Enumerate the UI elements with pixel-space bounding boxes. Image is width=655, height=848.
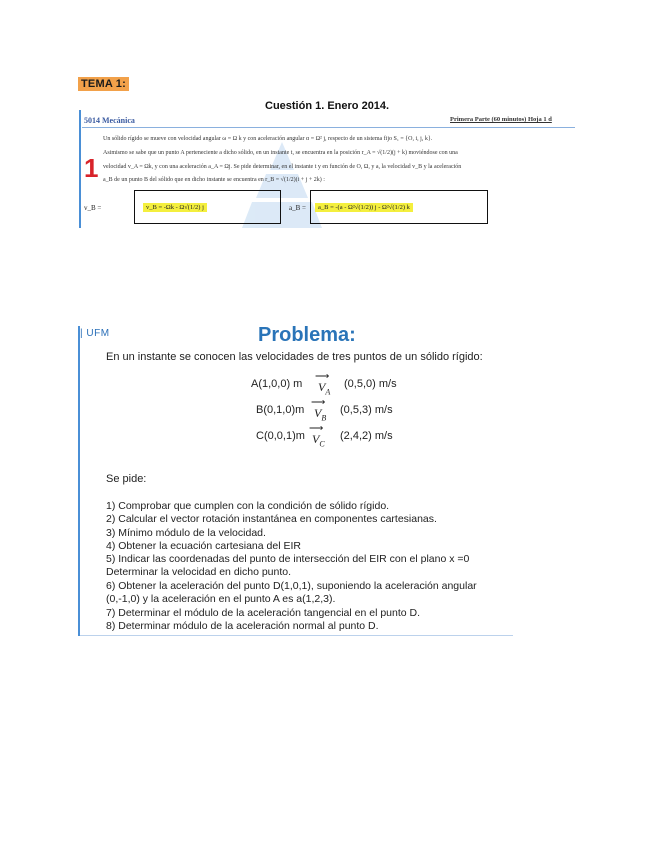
problem-intro: En un instante se conocen las velocidades de tres puntos de un sólido rígido: xyxy=(106,351,483,363)
vector-arrow-icon: ⟶ xyxy=(315,371,330,382)
point-name: B(0,1,0)m xyxy=(256,404,305,416)
footer-divider xyxy=(80,635,513,636)
task-item: 7) Determinar el módulo de la aceleración tangencial en el punto D. xyxy=(106,607,421,619)
sheet-label: Primera Parte (60 minutos) Hoja 1 d xyxy=(450,116,552,123)
point-name: C(0,0,1)m xyxy=(256,430,305,442)
task-item: 5) Indicar las coordenadas del punto de intersección del EIR con el plano x =0 xyxy=(106,553,470,565)
ab-label: a_B = xyxy=(289,204,306,212)
vector-arrow-icon: ⟶ xyxy=(311,397,326,408)
task-item: (0,-1,0) y la aceleración en el punto A es a(1,2,3). xyxy=(106,593,336,605)
velocity-symbol: $V_A$ xyxy=(318,380,331,397)
vb-answer-box xyxy=(134,190,281,224)
point-row-c xyxy=(0,423,655,449)
vb-answer: v_B = -Ωk - Ω√(1/2) j xyxy=(143,203,207,212)
task-item: 8) Determinar módulo de la aceleración normal al punto D. xyxy=(106,620,379,632)
point-name: A(1,0,0) m xyxy=(251,378,303,390)
task-item: Determinar la velocidad en dicho punto. xyxy=(106,566,292,578)
question-title: Cuestión 1. Enero 2014. xyxy=(265,100,390,112)
vector-arrow-icon: ⟶ xyxy=(309,423,324,434)
point-row-b xyxy=(0,397,655,423)
velocity-value: (0,5,3) m/s xyxy=(340,404,393,416)
question-line: velocidad v_A = Ωk, y con una aceleración a_A = Ωj. Se pide determinar, en el instante t y en función de O, Ω, y a, la velocidad v_B y la aceleración xyxy=(103,164,462,170)
ab-answer: a_B = -(a - Ω²√(1/2)) j - Ω²√(1/2) k xyxy=(315,203,413,212)
problem-title: Problema: xyxy=(258,324,356,346)
left-accent-bar xyxy=(79,110,81,228)
left-accent-bar xyxy=(78,326,80,636)
tema-label: TEMA 1: xyxy=(78,77,129,91)
course-label: 5014 Mecánica xyxy=(84,116,135,125)
task-item: 1) Comprobar que cumplen con la condición de sólido rígido. xyxy=(106,500,390,512)
task-item: 3) Mínimo módulo de la velocidad. xyxy=(106,527,266,539)
point-row-a xyxy=(0,371,655,397)
velocity-value: (2,4,2) m/s xyxy=(340,430,393,442)
ufm-label: | UFM xyxy=(80,328,110,339)
task-item: 2) Calcular el vector rotación instantánea en componentes cartesianas. xyxy=(106,513,437,525)
ab-answer-box xyxy=(310,190,488,224)
question-line: Un sólido rígido se mueve con velocidad angular ω = Ω k y con aceleración angular α = Ω² j, respecto de un sistema fijo S₁ = {O, i, j, k}. xyxy=(103,136,433,142)
velocity-symbol: $V_B$ xyxy=(314,406,327,423)
velocity-value: (0,5,0) m/s xyxy=(344,378,397,390)
task-item: 4) Obtener la ecuación cartesiana del EIR xyxy=(106,540,301,552)
vb-label: v_B = xyxy=(84,204,102,212)
header-divider xyxy=(82,127,575,128)
question-number: 1 xyxy=(84,153,99,183)
task-item: 6) Obtener la aceleración del punto D(1,0,1), suponiendo la aceleración angular xyxy=(106,580,477,592)
question-line: Asimismo se sabe que un punto A perteneciente a dicho sólido, en un instante t, se encuentra en la posición r_A = √(1/2)(j + k) moviéndose con una xyxy=(103,150,458,156)
question-line: a_B de un punto B del sólido que en dicho instante se encuentra en r_B = √(1/2)(i + j + 2k) : xyxy=(103,177,325,183)
se-pide-label: Se pide: xyxy=(106,473,147,485)
velocity-symbol: $V_C$ xyxy=(312,432,325,449)
